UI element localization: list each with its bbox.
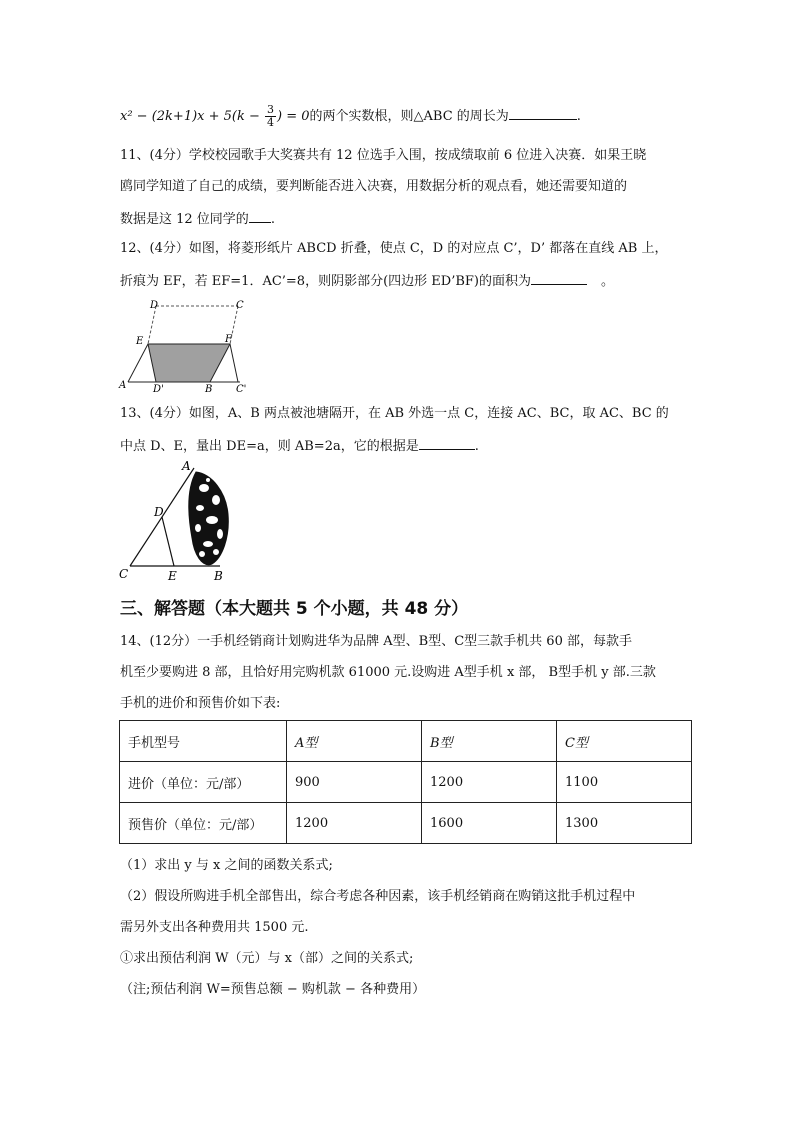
quadratic-equation-part1: x² − (2k+1)x + 5(k − bbox=[120, 109, 265, 124]
q13-line-1: 13、(4分）如图，A、B 两点被池塘隔开，在 AB 外选一点 C，连接 AC、BC，取 AC、BC 的 bbox=[120, 406, 669, 421]
table-cell: 预售价（单位：元/部） bbox=[120, 803, 287, 844]
table-cell: 1100 bbox=[557, 762, 692, 803]
q14-note: （注;预估利润 W=预售总额 − 购机款 − 各种费用） bbox=[120, 982, 426, 997]
q14-sub2-a: ①求出预估利润 W（元）与 x（部）之间的关系式; bbox=[120, 951, 414, 966]
label-d: D bbox=[154, 505, 164, 519]
price-table bbox=[119, 720, 692, 844]
label-c: C bbox=[236, 300, 244, 311]
q14-sub1: （1）求出 y 与 x 之间的函数关系式; bbox=[120, 858, 333, 873]
line-ae bbox=[128, 344, 148, 382]
quadratic-equation-part2: ) = 0 bbox=[277, 109, 310, 124]
label-a: A bbox=[182, 459, 191, 473]
q14-line-3: 手机的进价和预售价如下表: bbox=[120, 696, 281, 711]
q14-sub2-line-1: （2）假设所购进手机全部售出，综合考虑各种因素，该手机经销商在购销这批手机过程中 bbox=[120, 889, 636, 904]
q10-tail-line: x² − (2k+1)x + 5(k − $\frac{3}{4}$ ) = 0的两个实数根，则△ABC 的周长为 . bbox=[120, 103, 581, 129]
q13-pond-figure bbox=[116, 458, 246, 584]
table-header-cell: B型 bbox=[422, 721, 557, 762]
label-a: A bbox=[119, 380, 127, 391]
label-d: D bbox=[150, 300, 159, 311]
label-f: F bbox=[225, 334, 232, 345]
q14-sub2-line-2: 需另外支出各种费用共 1500 元. bbox=[120, 920, 309, 935]
q12-answer-blank bbox=[531, 271, 587, 285]
table-cell: 进价（单位：元/部） bbox=[120, 762, 287, 803]
dashed-left-edge bbox=[148, 306, 156, 344]
q11-line-3: 数据是这 12 位同学的 . bbox=[120, 209, 275, 229]
table-header-cell: 手机型号 bbox=[120, 721, 287, 762]
shaded-quadrilateral bbox=[148, 344, 230, 382]
q11-line-1: 11、(4分）学校校园歌手大奖赛共有 12 位选手入围，按成绩取前 6 位进入决赛．如果王晓 bbox=[120, 148, 647, 163]
q14-line-2: 机至少要购进 8 部，且恰好用完购机款 61000 元.设购进 A型手机 x 部， B型手机 y 部.三款 bbox=[120, 665, 656, 680]
label-e: E bbox=[136, 336, 144, 347]
fraction-three-quarters: $\frac{3}{4}$ bbox=[267, 103, 275, 129]
section-heading: 三、解答题（本大题共 5 个小题，共 48 分） bbox=[120, 599, 469, 619]
q10-text: 的两个实数根，则△ABC 的周长为 bbox=[309, 109, 509, 124]
label-c: C bbox=[119, 567, 129, 581]
table-cell: 1200 bbox=[287, 803, 422, 844]
pond bbox=[189, 472, 229, 565]
table-row bbox=[120, 762, 692, 803]
label-b: B bbox=[205, 384, 213, 394]
q12-line-2: 折痕为 EF，若 EF=1．AC’=8，则阴影部分(四边形 ED’BF)的面积为 。 bbox=[120, 271, 614, 291]
table-header-cell: C型 bbox=[557, 721, 692, 762]
line-fc-prime bbox=[230, 344, 238, 382]
label-e: E bbox=[168, 569, 177, 583]
table-header-cell: A型 bbox=[287, 721, 422, 762]
q10-answer-blank bbox=[509, 106, 577, 120]
q13-answer-blank bbox=[419, 436, 475, 450]
label-c-prime: C' bbox=[236, 384, 247, 394]
table-cell: 1300 bbox=[557, 803, 692, 844]
q12-line-1: 12、(4分）如图，将菱形纸片 ABCD 折叠，使点 C，D 的对应点 C’，D’ 都落在直线 AB 上， bbox=[120, 241, 668, 256]
table-row bbox=[120, 803, 692, 844]
line-de bbox=[162, 517, 174, 566]
q13-line-2: 中点 D、E，量出 DE=a，则 AB=2a，它的根据是 . bbox=[120, 436, 479, 456]
label-d-prime: D' bbox=[153, 384, 164, 394]
q11-line-2: 鸥同学知道了自己的成绩，要判断能否进入决赛，用数据分析的观点看，她还需要知道的 bbox=[120, 179, 628, 194]
table-cell: 1200 bbox=[422, 762, 557, 803]
table-cell: 1600 bbox=[422, 803, 557, 844]
q11-answer-blank bbox=[249, 209, 271, 223]
table-header-row bbox=[120, 721, 692, 762]
q12-rhombus-figure bbox=[116, 298, 256, 394]
table-cell: 900 bbox=[287, 762, 422, 803]
label-b: B bbox=[214, 569, 223, 583]
q14-line-1: 14、(12分）一手机经销商计划购进华为品牌 A型、B型、C型三款手机共 60 部，每款手 bbox=[120, 634, 632, 649]
